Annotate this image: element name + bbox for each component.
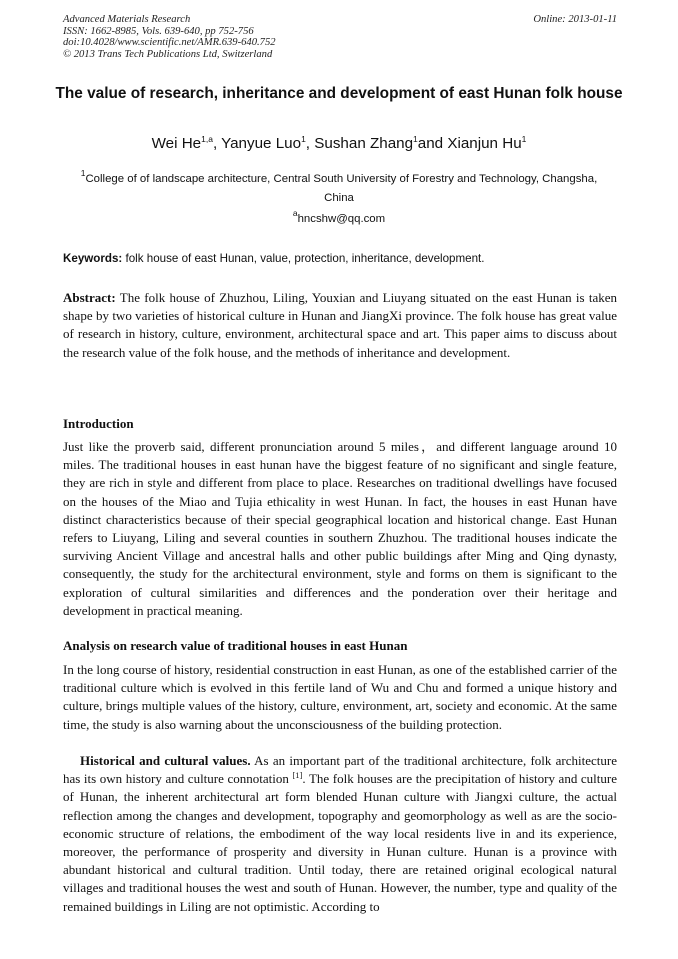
author-affiliation-mark: 1: [521, 134, 527, 144]
author-name: Xianjun Hu: [447, 135, 522, 152]
issn-line: ISSN: 1662-8985, Vols. 639-640, pp 752-756: [63, 25, 254, 37]
author-name: Yanyue Luo: [221, 135, 302, 152]
author-email: [0, 210, 678, 229]
abstract-label: Abstract:: [63, 290, 116, 305]
keywords-label: Keywords:: [63, 252, 123, 265]
email-mark: a: [292, 208, 298, 218]
introduction-paragraph: Just like the proverb said, different pronunciation around 5 miles，and different language around 10 miles. The traditional houses in east hunan have the biggest feature of no significant and single feature, they are rich in style and different from place to place. Researches on traditional dwellings have focused on the houses of the Miao and Tujia ethicality in west Hunan. In fact, the houses in east Hunan have distinct characteristics because of their special geographical location and historical change. East Hunan refers to Liuyang, Liling and several counties in southern Zhuzhou. The traditional houses indicate the surviving Ancient Village and ancestral halls and other public buildings after Ming and Qing dynasty, consequently, the study for the architectural environment, style and forms on them is significant to the exploration of cultural similarities and differences and the ponderation over their heritage and development in practical meaning.: [63, 439, 617, 618]
citation-ref[interactable]: [1]: [292, 770, 303, 781]
paper-title: The value of research, inheritance and development of east Hunan folk house: [55, 85, 623, 102]
copyright-line: © 2013 Trans Tech Publications Ltd, Switzerland: [63, 48, 273, 60]
abstract-text: The folk house of Zhuzhou, Liling, Youxian and Liuyang situated on the east Hunan is taken shape by two varieties of historical culture in Hunan and JiangXi province. The folk house has great value of research in history, culture, environment, architectural space and art. This paper aims to discuss about the research value of the folk house, and the methods of inheritance and development.: [63, 290, 617, 360]
doi-line: doi:10.4028/www.scientific.net/AMR.639-640.752: [63, 37, 276, 49]
paragraph-text: As an important part of the traditional architecture, folk architecture has its own history and culture connotation: [63, 753, 618, 787]
keywords: [63, 250, 617, 268]
historical-cultural-paragraph: [63, 752, 617, 916]
keywords-text: folk house of east Hunan, value, protection, inheritance, development.: [122, 252, 485, 265]
email-address[interactable]: hncshw@qq.com: [297, 213, 386, 225]
author-separator: and: [417, 135, 448, 152]
author-separator: ,: [212, 135, 222, 152]
author-name: Sushan Zhang: [314, 135, 414, 152]
abstract: [63, 289, 617, 362]
section-heading-introduction: Introduction: [63, 416, 134, 431]
online-date: Online: 2013-01-11: [533, 14, 617, 25]
author-affiliation-mark: 1: [413, 134, 418, 144]
author-name: Wei He: [151, 135, 202, 152]
author-affiliation-mark: 1: [301, 134, 306, 144]
affiliation-mark: 1: [80, 168, 86, 178]
author-list: [0, 134, 678, 154]
analysis-paragraph: In the long course of history, residential construction in east Hunan, as one of the established carrier of the traditional culture which is evolved in this fertile land of Wu and Chu and formed a unique history and culture, brings multiple values of the history, culture, environment, art, society and economic. At the same time, the study is also warning about the unconsciousness of the building protection.: [63, 662, 617, 732]
author-affiliation-mark: 1,a: [201, 134, 213, 144]
affiliation: [70, 170, 608, 208]
paragraph-text: . The folk houses are the precipitation of history and culture of Hunan, the inherent architectural art form blended Hunan culture with Jiangxi culture, the actual reflection among the changes and development, topography and geomorphology as well as are the socio-economic structure of relations, the embodiment of the way local residents live in and its experience, moreover, the performance of prosperity and diversity in Hunan culture. Hunan is a province with abundant historical and cultural tradition. Until today, there are retained original ecological natural villages and traditional houses the west and south of Hunan. However, the number, type and quality of the remained buildings in Liling are not optimistic. According to: [63, 771, 617, 914]
subsection-label: Historical and cultural values.: [80, 753, 251, 768]
section-heading-analysis: Analysis on research value of traditional houses in east Hunan: [63, 638, 408, 653]
journal-name: Advanced Materials Research: [63, 14, 191, 25]
journal-header: [63, 14, 617, 60]
author-separator: ,: [305, 135, 315, 152]
affiliation-text: College of of landscape architecture, Central South University of Forestry and Technology, Changsha, China: [85, 173, 598, 204]
